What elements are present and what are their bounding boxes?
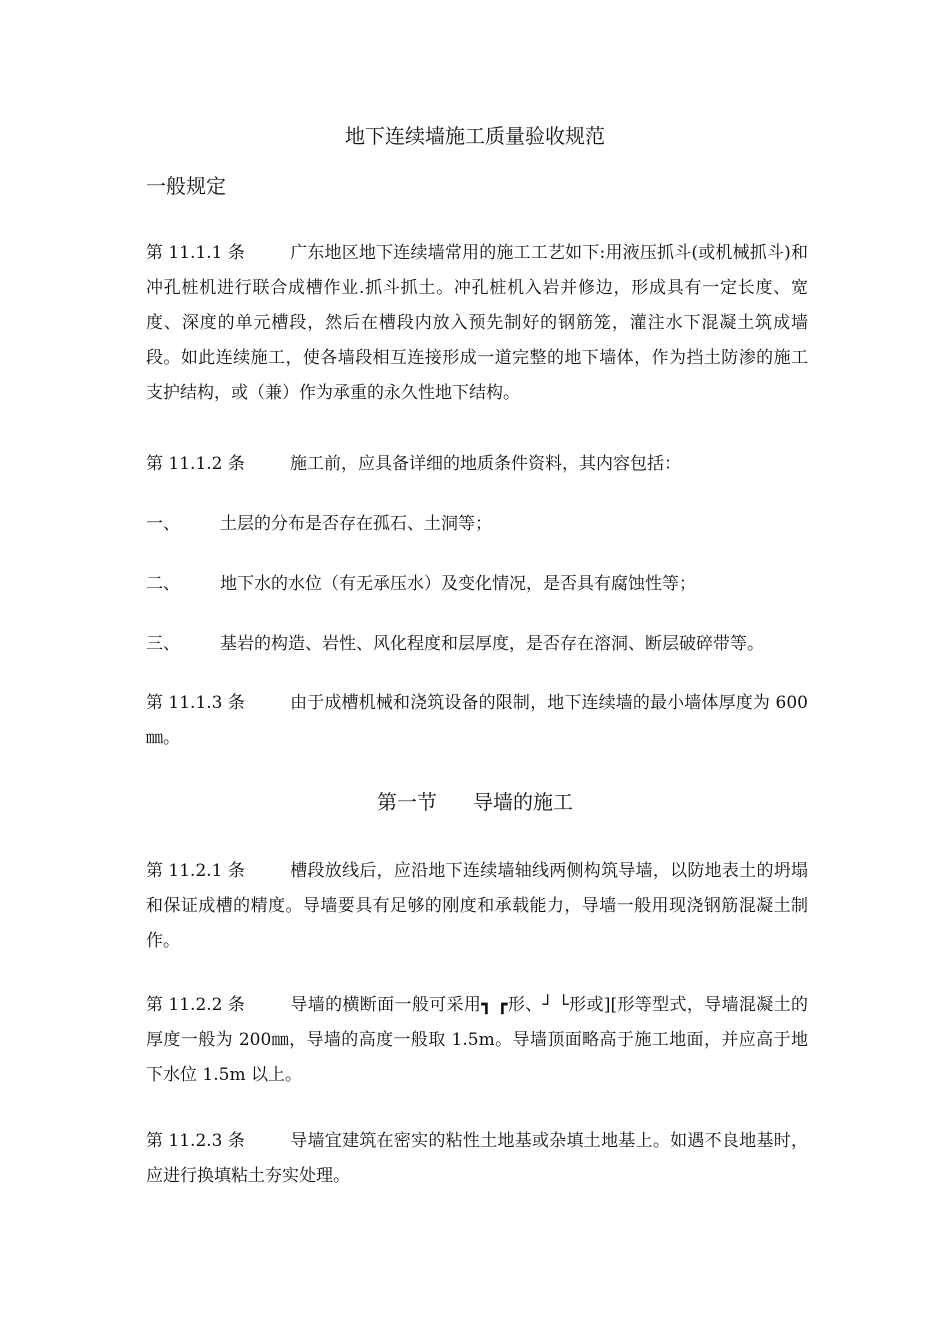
clause-number: 第 11.2.2 条 — [146, 995, 245, 1015]
heading-general: 一般规定 — [146, 174, 226, 198]
clause-11-2-1 — [146, 854, 808, 959]
clause-number: 第 11.2.1 条 — [146, 861, 245, 881]
list-marker: 二、 — [146, 574, 180, 594]
list-item-1 — [146, 507, 826, 542]
list-text: 土层的分布是否存在孤石、土洞等； — [220, 514, 492, 534]
list-item-3 — [146, 627, 826, 662]
clause-text: 槽段放线后，应沿地下连续墙轴线两侧构筑导墙，以防地表土的坍塌和保证成槽的精度。导墙要具有足够的刚度和承载能力，导墙一般用现浇钢筋混凝土制作。 — [146, 861, 808, 951]
section-title: 导墙的施工 — [473, 790, 573, 814]
clause-number: 第 11.2.3 条 — [146, 1131, 245, 1151]
clause-11-2-3 — [146, 1124, 808, 1194]
list-marker: 一、 — [146, 514, 180, 534]
clause-11-1-1 — [146, 236, 808, 411]
clause-text: 导墙的横断面一般可采用┓ ┏形、┘ └形或][形等型式，导墙混凝土的厚度一般为 200㎜，导墙的高度一般取 1.5m。导墙顶面略高于施工地面，并应高于地下水位 1.5m 以上。 — [146, 995, 808, 1085]
clause-text: 广东地区地下连续墙常用的施工工艺如下:用液压抓斗(或机械抓斗)和冲孔桩机进行联合成槽作业.抓斗抓土。冲孔桩机入岩并修边，形成具有一定长度、宽度、深度的单元槽段，然后在槽段内放入预先制好的钢筋笼，灌注水下混凝土筑成墙段。如此连续施工，使各墙段相互连接形成一道完整的地下墙体，作为挡土防渗的施工支护结构，或（兼）作为承重的永久性地下结构。 — [146, 243, 808, 403]
clause-text: 导墙宜建筑在密实的粘性土地基或杂填土地基上。如遇不良地基时，应进行换填粘土夯实处理。 — [146, 1131, 808, 1186]
clause-number: 第 11.1.3 条 — [146, 693, 245, 713]
clause-11-2-2 — [146, 988, 808, 1093]
clause-number: 第 11.1.1 条 — [146, 243, 245, 263]
clause-text: 施工前，应具备详细的地质条件资料，其内容包括： — [290, 454, 681, 474]
list-text: 地下水的水位（有无承压水）及变化情况，是否具有腐蚀性等； — [220, 574, 696, 594]
list-marker: 三、 — [146, 634, 180, 654]
document-title: 地下连续墙施工质量验收规范 — [345, 124, 605, 148]
clause-text: 由于成槽机械和浇筑设备的限制，地下连续墙的最小墙体厚度为 600㎜。 — [146, 693, 808, 748]
section-heading — [0, 788, 950, 816]
clause-11-1-2 — [146, 447, 808, 482]
clause-11-1-3 — [146, 686, 808, 756]
list-text: 基岩的构造、岩性、风化程度和层厚度，是否存在溶洞、断层破碎带等。 — [220, 634, 764, 654]
clause-number: 第 11.1.2 条 — [146, 454, 245, 474]
section-label: 第一节 — [377, 790, 437, 814]
list-item-2 — [146, 567, 826, 602]
